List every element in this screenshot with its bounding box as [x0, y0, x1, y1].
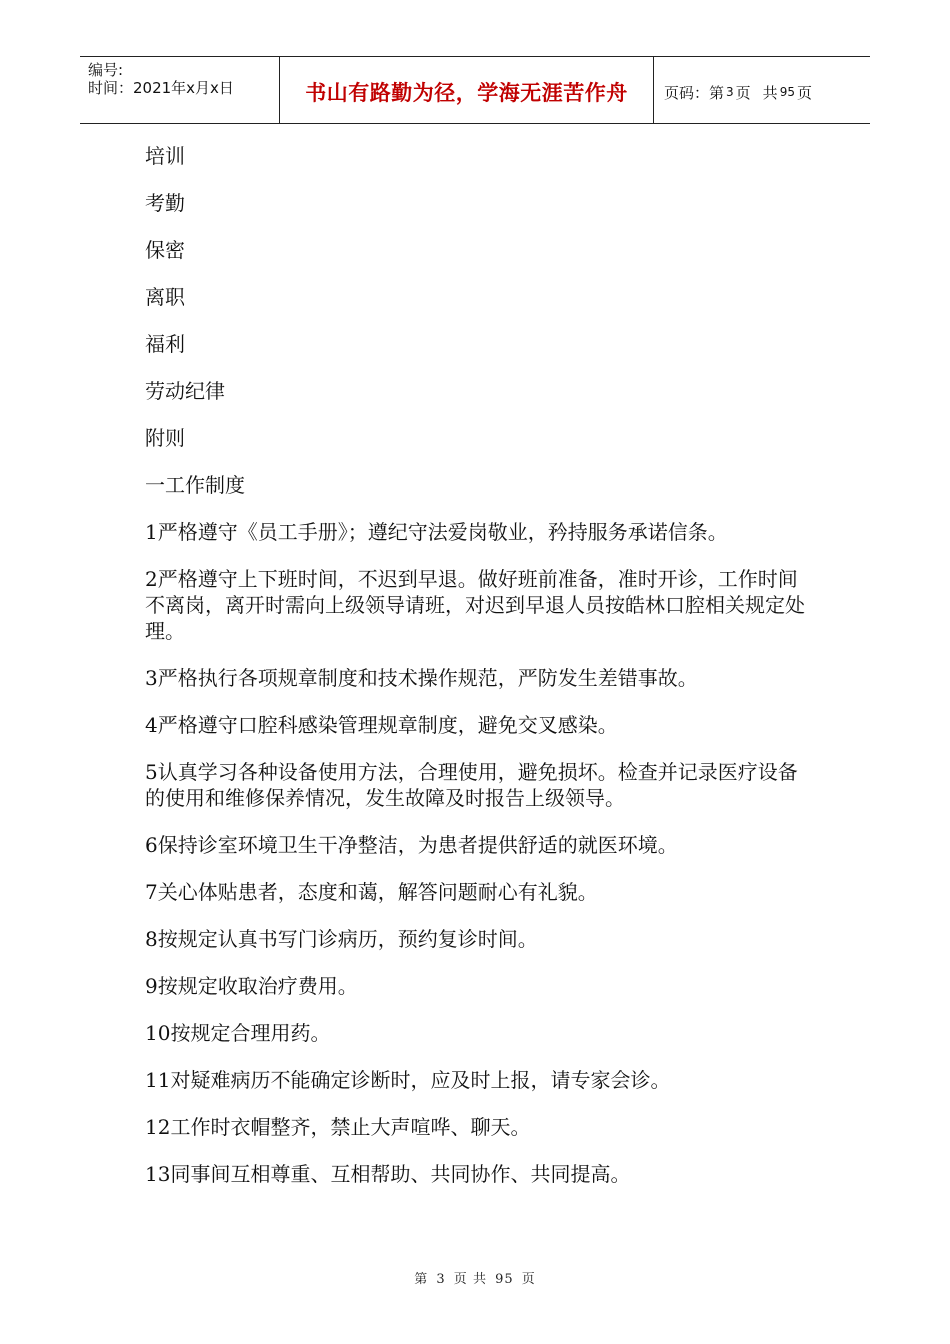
rule-paragraph: 5认真学习各种设备使用方法，合理使用，避免损坏。检查并记录医疗设备的使用和维修保养情况，发生故障及时报告上级领导。 [145, 760, 798, 810]
rule-paragraph: 13同事间互相尊重、互相帮助、共同协作、共同提高。 [145, 1162, 631, 1186]
toc-item: 劳动纪律 [145, 379, 225, 403]
page-total-prefix: 共 [762, 83, 778, 102]
toc-item: 附则 [145, 426, 185, 450]
rule-paragraph: 3严格执行各项规章制度和技术操作规范，严防发生差错事故。 [145, 666, 698, 690]
document-number-label: 编号: [88, 61, 124, 79]
rule-paragraph: 11对疑难病历不能确定诊断时，应及时上报，请专家会诊。 [145, 1068, 671, 1092]
page-prefix: 页码：第 [664, 83, 725, 102]
footer-total-prefix: 共 [472, 1272, 487, 1287]
footer-page-total: 95 [495, 1272, 514, 1287]
header-motto: 书山有路勤为径，学海无涯苦作舟 [280, 57, 654, 123]
footer-page-current: 3 [436, 1272, 446, 1287]
section-title: 一工作制度 [145, 473, 245, 497]
rule-paragraph: 4严格遵守口腔科感染管理规章制度，避免交叉感染。 [145, 713, 618, 737]
toc-item: 保密 [145, 238, 185, 262]
toc-item: 培训 [145, 144, 185, 168]
toc-item: 考勤 [145, 191, 185, 215]
document-body [145, 143, 810, 1208]
header-page-info [654, 57, 870, 123]
footer-total-unit: 页 [521, 1272, 536, 1287]
page-unit: 页 [735, 83, 751, 102]
rule-paragraph: 12工作时衣帽整齐，禁止大声喧哗、聊天。 [145, 1115, 531, 1139]
rule-paragraph: 6保持诊室环境卫生干净整洁，为患者提供舒适的就医环境。 [145, 833, 678, 857]
rule-paragraph: 1严格遵守《员工手册》；遵纪守法爱岗敬业，矜持服务承诺信条。 [145, 520, 728, 544]
toc-item: 离职 [145, 285, 185, 309]
footer-unit: 页 [453, 1272, 468, 1287]
rule-paragraph: 9按规定收取治疗费用。 [145, 974, 358, 998]
rule-paragraph: 8按规定认真书写门诊病历，预约复诊时间。 [145, 927, 538, 951]
page-total: 95 [779, 85, 795, 99]
page-footer [0, 1268, 950, 1287]
rule-paragraph: 2严格遵守上下班时间，不迟到早退。做好班前准备，准时开诊，工作时间不离岗，离开时需向上级领导请班，对迟到早退人员按皓林口腔相关规定处理。 [145, 567, 805, 643]
toc-item: 福利 [145, 332, 185, 356]
page-total-unit: 页 [796, 83, 812, 102]
footer-prefix: 第 [414, 1272, 429, 1287]
page-header [80, 56, 870, 124]
rule-paragraph: 10按规定合理用药。 [145, 1021, 331, 1045]
header-meta [80, 57, 280, 123]
rule-paragraph: 7关心体贴患者，态度和蔼，解答问题耐心有礼貌。 [145, 880, 598, 904]
document-time: 时间：2021年x月x日 [88, 79, 234, 97]
page-current: 3 [726, 85, 734, 99]
